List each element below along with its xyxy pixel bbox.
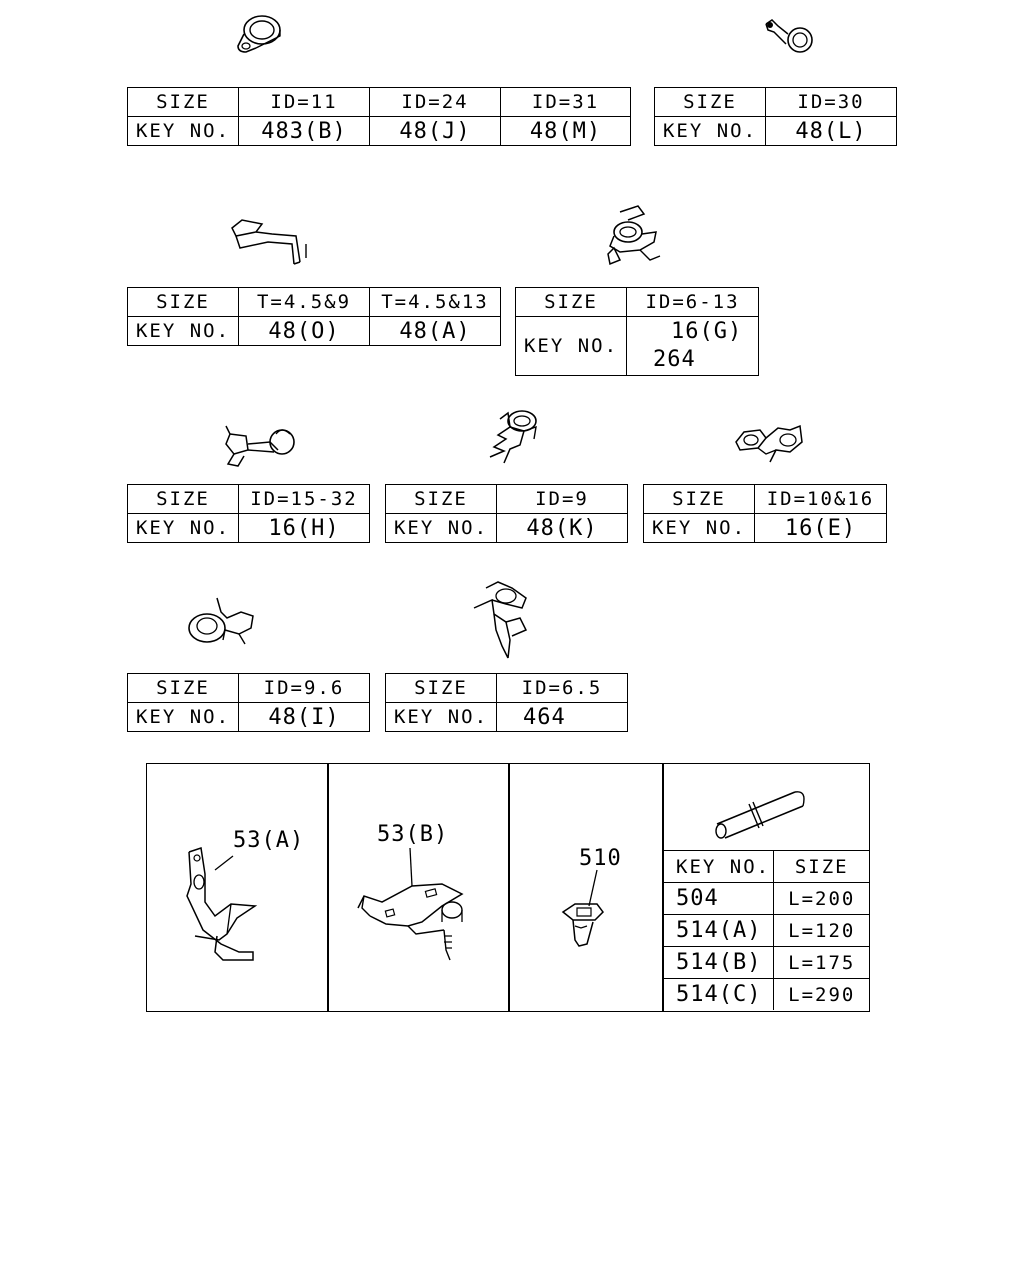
size-label: SIZE [644,485,755,514]
key-label: KEY NO. [386,514,497,543]
size-label: SIZE [655,88,766,117]
size-label: SIZE [386,485,497,514]
size-value: ID=6-13 [627,288,759,317]
key-label: KEY NO. [655,117,766,146]
twin-clip-icon [730,420,810,468]
callout-label: 510 [579,846,622,871]
key-number: 48(A) [370,317,501,346]
key-number: 483(B) [239,117,370,146]
double-ring-clip-icon [598,202,668,272]
christmas-tree-clip-icon [480,405,550,467]
clamp-table-4 [515,287,759,376]
key-number: 16(E) [755,514,887,543]
key-number: 48(M) [501,117,631,146]
clamp-table-9 [385,673,628,732]
clamp-table-1 [127,87,631,146]
key-number: 464 [497,703,628,732]
parts-panel [146,763,870,1012]
tube-length-table [662,850,870,1010]
key-number: 16(G) [671,319,743,344]
key-number: 514(C) [662,979,773,1011]
length-value: L=120 [773,915,870,947]
size-value: ID=24 [370,88,501,117]
key-number: 514(B) [662,947,773,979]
key-number: 48(L) [766,117,897,146]
key-label: KEY NO. [128,317,239,346]
key-number: 48(O) [239,317,370,346]
clamp-table-2 [654,87,897,146]
length-value: L=200 [773,883,870,915]
hose-tube-icon [707,778,817,842]
key-number: 48(I) [239,703,370,732]
key-label: KEY NO. [128,703,239,732]
key-number: 48(J) [370,117,501,146]
size-header: SIZE [773,851,870,883]
size-label: SIZE [516,288,627,317]
key-number: 514(A) [662,915,773,947]
key-label: KEY NO. [516,317,627,376]
size-value: ID=10&16 [755,485,887,514]
callout-label: 53(A) [233,828,305,853]
size-value: T=4.5&9 [239,288,370,317]
key-number: 264 [653,347,696,372]
bracket-b-icon [352,846,482,976]
table-row [662,947,870,979]
size-label: SIZE [128,88,239,117]
size-label: SIZE [128,485,239,514]
table-row [662,979,870,1011]
push-clip-icon [557,870,617,950]
size-value: ID=31 [501,88,631,117]
key-number: 48(K) [497,514,628,543]
clamp-table-5 [127,484,370,543]
key-label: KEY NO. [128,514,239,543]
clamp-table-8 [127,673,370,732]
small-clip-icon [758,14,822,62]
p-clamp-icon [228,8,296,60]
size-value: ID=11 [239,88,370,117]
panel-divider [508,764,510,1011]
size-value: ID=9 [497,485,628,514]
size-value: ID=6.5 [497,674,628,703]
table-row [662,915,870,947]
key-label: KEY NO. [644,514,755,543]
size-value: ID=9.6 [239,674,370,703]
key-header: KEY NO. [662,851,773,883]
length-value: L=175 [773,947,870,979]
key-number-stack [627,317,759,376]
panel-divider [327,764,329,1011]
clamp-table-7 [643,484,887,543]
callout-label: 53(B) [377,822,449,847]
bracket-a-icon [177,844,297,974]
length-value: L=290 [773,979,870,1011]
bent-strap-clip-icon [222,214,314,270]
size-label: SIZE [128,288,239,317]
clamp-table-6 [385,484,628,543]
key-number: 16(H) [239,514,370,543]
large-open-clip-icon [218,420,300,470]
key-number: 504 [662,883,773,915]
size-value: ID=30 [766,88,897,117]
ring-clip-icon [183,594,261,650]
size-label: SIZE [386,674,497,703]
key-label: KEY NO. [128,117,239,146]
size-value: T=4.5&13 [370,288,501,317]
stacked-clip-icon [466,578,542,660]
key-label: KEY NO. [386,703,497,732]
table-row [662,883,870,915]
clamp-table-3 [127,287,501,346]
size-label: SIZE [128,674,239,703]
size-value: ID=15-32 [239,485,370,514]
